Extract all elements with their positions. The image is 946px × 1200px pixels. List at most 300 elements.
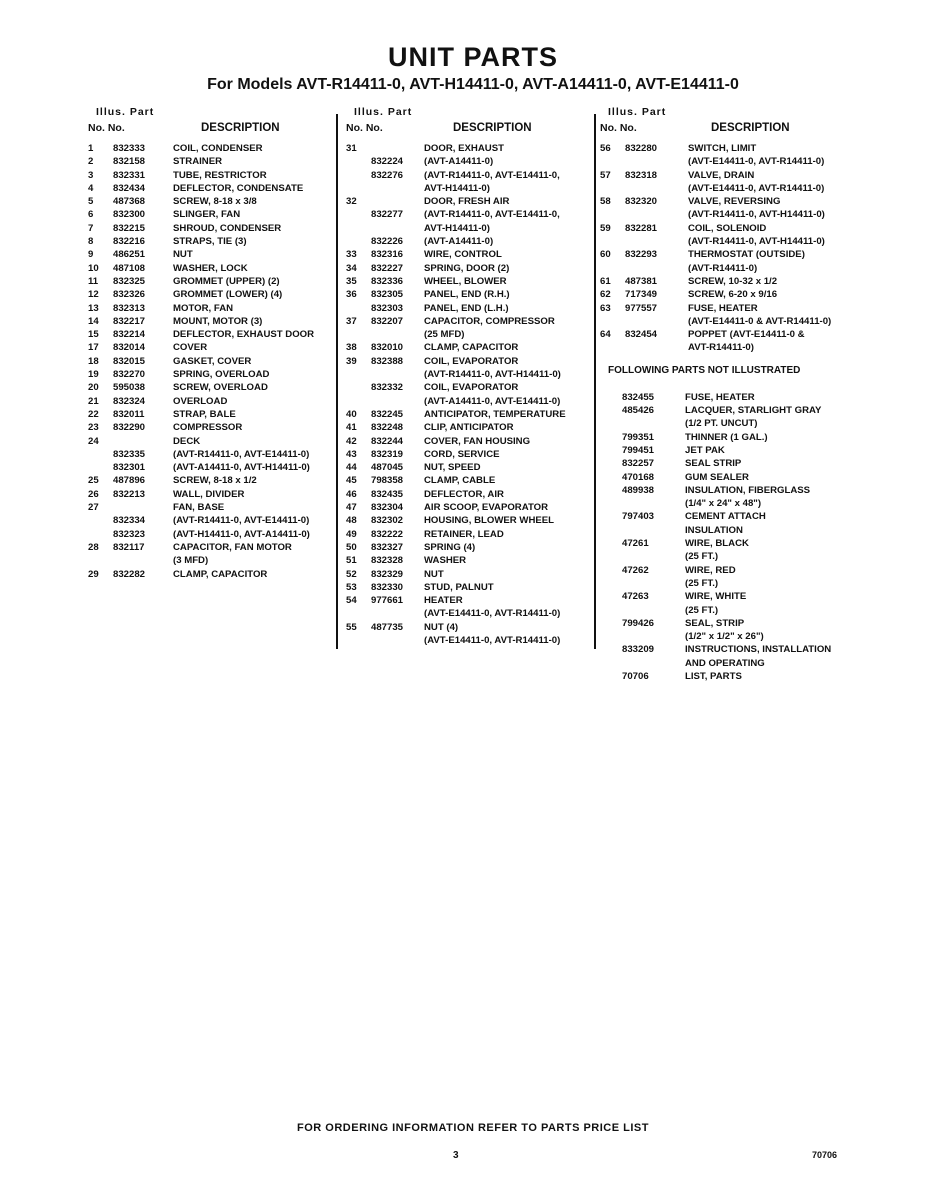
part-row bbox=[346, 275, 591, 288]
part-row bbox=[88, 262, 338, 275]
part-description: (25 FT.) bbox=[685, 604, 719, 616]
illus-number: 25 bbox=[88, 475, 99, 487]
part-description: DECK bbox=[173, 435, 201, 447]
part-description: COMPRESSOR bbox=[173, 422, 243, 434]
illus-number: 2 bbox=[88, 156, 94, 168]
part-row bbox=[346, 142, 591, 155]
part-row bbox=[346, 514, 591, 527]
part-row bbox=[600, 169, 862, 182]
parts-column-2 bbox=[346, 106, 591, 647]
models-subtitle: For Models AVT-R14411-0, AVT-H14411-0, AVT-A14411-0, AVT-E14411-0 bbox=[207, 76, 739, 93]
part-row bbox=[88, 208, 338, 221]
part-description: (AVT-R14411-0, AVT-E14411-0, bbox=[424, 209, 560, 221]
illus-number: 50 bbox=[346, 541, 357, 553]
part-description: (AVT-A14411-0) bbox=[424, 236, 494, 248]
illus-number: 48 bbox=[346, 515, 357, 527]
part-row bbox=[346, 248, 591, 261]
part-row bbox=[600, 182, 862, 195]
part-row bbox=[88, 474, 338, 487]
part-number: 832277 bbox=[371, 209, 404, 221]
part-row bbox=[600, 262, 862, 275]
illus-number: 61 bbox=[600, 275, 611, 287]
part-description: DOOR, FRESH AIR bbox=[424, 196, 510, 208]
part-description: STRAPS, TIE (3) bbox=[173, 236, 247, 248]
part-row bbox=[88, 302, 338, 315]
description-label: DESCRIPTION bbox=[453, 122, 532, 134]
part-number: 470168 bbox=[622, 471, 655, 483]
column-header bbox=[88, 106, 338, 142]
not-illustrated-row bbox=[600, 670, 862, 683]
part-description: (AVT-E14411-0, AVT-R14411-0) bbox=[424, 608, 561, 620]
part-row bbox=[346, 368, 591, 381]
part-row bbox=[88, 421, 338, 434]
illus-number: 1 bbox=[88, 143, 94, 154]
illus-number: 26 bbox=[88, 488, 99, 500]
illus-number: 19 bbox=[88, 369, 99, 381]
illus-number: 37 bbox=[346, 315, 357, 327]
part-description: (25 FT.) bbox=[685, 577, 719, 589]
illus-number: 14 bbox=[88, 315, 99, 327]
part-number: 70706 bbox=[622, 670, 649, 682]
part-number: 832323 bbox=[113, 528, 146, 540]
part-number: 832207 bbox=[371, 315, 404, 327]
part-description: INSULATION bbox=[685, 524, 743, 536]
part-row bbox=[88, 368, 338, 381]
part-description: (AVT-E14411-0, AVT-R14411-0) bbox=[688, 156, 825, 168]
not-illustrated-heading: FOLLOWING PARTS NOT ILLUSTRATED bbox=[608, 364, 801, 376]
not-illustrated-row bbox=[600, 510, 862, 523]
part-description: CLAMP, CAPACITOR bbox=[173, 568, 268, 580]
illus-number: 8 bbox=[88, 236, 94, 248]
part-number: 832435 bbox=[371, 488, 404, 500]
part-description: AIR SCOOP, EVAPORATOR bbox=[424, 502, 549, 514]
not-illustrated-list bbox=[600, 391, 862, 684]
part-description: SPRING (4) bbox=[424, 541, 476, 553]
part-description: OVERLOAD bbox=[173, 395, 228, 407]
part-number: 47262 bbox=[622, 564, 649, 576]
part-description: (AVT-R14411-0, AVT-E14411-0) bbox=[173, 448, 310, 460]
part-row bbox=[346, 395, 591, 408]
illus-number: 6 bbox=[88, 209, 94, 221]
part-row bbox=[88, 155, 338, 168]
illus-number: 51 bbox=[346, 555, 357, 567]
not-illustrated-row bbox=[600, 630, 862, 643]
part-row bbox=[88, 248, 338, 261]
part-number: 832320 bbox=[625, 196, 658, 208]
part-number: 832318 bbox=[625, 169, 658, 181]
illus-number: 31 bbox=[346, 143, 357, 154]
part-number: 832388 bbox=[371, 355, 404, 367]
part-description: PANEL, END (R.H.) bbox=[424, 289, 510, 301]
illus-number: 15 bbox=[88, 329, 99, 341]
part-description: HEATER bbox=[424, 595, 463, 607]
part-number: 832282 bbox=[113, 568, 146, 580]
part-description: CLAMP, CAPACITOR bbox=[424, 342, 519, 354]
column-header bbox=[346, 106, 591, 142]
part-description: CLAMP, CABLE bbox=[424, 475, 496, 487]
part-description: DEFLECTOR, CONDENSATE bbox=[173, 182, 304, 194]
part-description: (AVT-R14411-0, AVT-H14411-0) bbox=[424, 369, 561, 381]
part-description: AVT-H14411-0) bbox=[424, 182, 490, 194]
part-number: 832270 bbox=[113, 369, 146, 381]
part-description: COVER bbox=[173, 342, 208, 354]
part-row bbox=[88, 222, 338, 235]
part-description: GASKET, COVER bbox=[173, 355, 252, 367]
part-number: 487108 bbox=[113, 262, 146, 274]
part-description: NUT bbox=[424, 568, 444, 580]
part-description: NUT (4) bbox=[424, 621, 459, 633]
part-number: 832454 bbox=[625, 329, 658, 341]
part-description: CLIP, ANTICIPATOR bbox=[424, 422, 514, 434]
part-description: MOTOR, FAN bbox=[173, 302, 234, 314]
part-description: WASHER bbox=[424, 555, 467, 567]
part-description: SHROUD, CONDENSER bbox=[173, 222, 282, 234]
part-row bbox=[346, 182, 591, 195]
illus-number: 38 bbox=[346, 342, 357, 354]
illus-number: 9 bbox=[88, 249, 94, 261]
illus-number: 36 bbox=[346, 289, 357, 301]
illus-number: 44 bbox=[346, 462, 357, 474]
part-number: 832276 bbox=[371, 169, 404, 181]
not-illustrated-row bbox=[600, 537, 862, 550]
not-illustrated-row bbox=[600, 457, 862, 470]
page-number: 3 bbox=[453, 1150, 459, 1161]
not-illustrated-row bbox=[600, 497, 862, 510]
part-row bbox=[346, 208, 591, 221]
part-row bbox=[346, 435, 591, 448]
parts-rows bbox=[88, 142, 338, 581]
part-row bbox=[88, 435, 338, 448]
part-description: THINNER (1 GAL.) bbox=[685, 431, 768, 443]
not-illustrated-row bbox=[600, 643, 862, 656]
not-illustrated-row bbox=[600, 564, 862, 577]
part-description: GUM SEALER bbox=[685, 471, 749, 483]
part-description: (AVT-R14411-0, AVT-E14411-0) bbox=[173, 515, 310, 527]
part-row bbox=[88, 488, 338, 501]
part-description: (AVT-E14411-0, AVT-R14411-0) bbox=[424, 634, 561, 646]
part-row bbox=[346, 341, 591, 354]
part-number: 485426 bbox=[622, 405, 655, 417]
part-number: 977557 bbox=[625, 302, 658, 314]
part-description: (AVT-E14411-0 & AVT-R14411-0) bbox=[688, 315, 832, 327]
part-description: STUD, PALNUT bbox=[424, 581, 494, 593]
part-description: SEAL STRIP bbox=[685, 458, 742, 470]
part-description: VALVE, DRAIN bbox=[688, 169, 755, 181]
part-description: SCREW, 10-32 x 1/2 bbox=[688, 275, 778, 287]
part-description: WHEEL, BLOWER bbox=[424, 275, 507, 287]
part-description: AVT-H14411-0) bbox=[424, 222, 490, 234]
part-row bbox=[88, 328, 338, 341]
part-description: AVT-R14411-0) bbox=[688, 342, 754, 354]
illus-number: 52 bbox=[346, 568, 357, 580]
part-number: 832290 bbox=[113, 422, 146, 434]
part-number: 797403 bbox=[622, 511, 655, 523]
part-row bbox=[346, 607, 591, 620]
part-number: 832213 bbox=[113, 488, 146, 500]
part-description: STRAINER bbox=[173, 156, 223, 168]
column-header bbox=[600, 106, 862, 142]
part-row bbox=[600, 235, 862, 248]
part-number: 832330 bbox=[371, 581, 404, 593]
part-description: THERMOSTAT (OUTSIDE) bbox=[688, 249, 805, 261]
part-description: (1/2" x 1/2" x 26") bbox=[685, 631, 764, 643]
part-row bbox=[600, 222, 862, 235]
part-number: 832313 bbox=[113, 302, 146, 314]
part-description: NUT, SPEED bbox=[424, 462, 481, 474]
part-number: 832333 bbox=[113, 143, 146, 154]
part-row bbox=[88, 195, 338, 208]
part-description: INSTRUCTIONS, INSTALLATION bbox=[685, 644, 832, 656]
part-number: 977661 bbox=[371, 595, 404, 607]
part-number: 832327 bbox=[371, 541, 404, 553]
part-description: INSULATION, FIBERGLASS bbox=[685, 484, 811, 496]
not-illustrated-row bbox=[600, 484, 862, 497]
part-row bbox=[346, 554, 591, 567]
part-row bbox=[88, 448, 338, 461]
part-number: 832015 bbox=[113, 355, 146, 367]
part-description: SCREW, 8-18 x 1/2 bbox=[173, 475, 257, 487]
part-description: COIL, EVAPORATOR bbox=[424, 382, 519, 394]
illus-number: 46 bbox=[346, 488, 357, 500]
part-row bbox=[346, 421, 591, 434]
part-description: CORD, SERVICE bbox=[424, 448, 500, 460]
illus-number: 27 bbox=[88, 502, 99, 514]
part-description: RETAINER, LEAD bbox=[424, 528, 504, 540]
part-description: HOUSING, BLOWER WHEEL bbox=[424, 515, 555, 527]
part-number: 832215 bbox=[113, 222, 146, 234]
part-description: LIST, PARTS bbox=[685, 670, 742, 682]
part-row bbox=[600, 328, 862, 341]
part-row bbox=[600, 341, 862, 354]
part-row bbox=[346, 488, 591, 501]
part-number: 832300 bbox=[113, 209, 146, 221]
part-number: 832010 bbox=[371, 342, 404, 354]
part-row bbox=[600, 275, 862, 288]
part-description: CAPACITOR, FAN MOTOR bbox=[173, 541, 292, 553]
part-description: (25 MFD) bbox=[424, 329, 465, 341]
description-label: DESCRIPTION bbox=[711, 122, 790, 134]
not-illustrated-row bbox=[600, 590, 862, 603]
not-illustrated-row bbox=[600, 524, 862, 537]
part-description: (AVT-A14411-0, AVT-H14411-0) bbox=[173, 462, 310, 474]
document-number: 70706 bbox=[812, 1150, 838, 1160]
part-number: 832216 bbox=[113, 236, 146, 248]
part-number: 832011 bbox=[113, 408, 145, 420]
part-row bbox=[346, 594, 591, 607]
part-number: 487896 bbox=[113, 475, 146, 487]
illus-number: 56 bbox=[600, 143, 611, 154]
part-row bbox=[88, 541, 338, 554]
part-row bbox=[88, 341, 338, 354]
part-number: 832455 bbox=[622, 391, 655, 403]
illus-number: 32 bbox=[346, 196, 357, 208]
part-row bbox=[88, 395, 338, 408]
part-number: 799426 bbox=[622, 617, 655, 629]
part-number: 832293 bbox=[625, 249, 658, 261]
part-description: SPRING, OVERLOAD bbox=[173, 369, 270, 381]
part-row bbox=[346, 461, 591, 474]
part-row bbox=[346, 474, 591, 487]
part-number: 489938 bbox=[622, 484, 655, 496]
part-description: CEMENT ATTACH bbox=[685, 511, 766, 523]
illus-number: 57 bbox=[600, 169, 611, 181]
part-row bbox=[88, 355, 338, 368]
part-row bbox=[346, 621, 591, 634]
part-number: 832335 bbox=[113, 448, 146, 460]
part-description: WIRE, BLACK bbox=[685, 538, 749, 550]
part-row bbox=[600, 155, 862, 168]
part-number: 832324 bbox=[113, 395, 146, 407]
part-row bbox=[88, 568, 338, 581]
no-no-label: No. No. bbox=[600, 122, 637, 134]
part-row bbox=[346, 381, 591, 394]
part-description: DEFLECTOR, EXHAUST DOOR bbox=[173, 329, 315, 341]
part-number: 832434 bbox=[113, 182, 146, 194]
part-description: (1/4" x 24" x 48") bbox=[685, 498, 762, 510]
part-row bbox=[346, 222, 591, 235]
part-row bbox=[88, 182, 338, 195]
part-row bbox=[88, 275, 338, 288]
part-description: POPPET (AVT-E14411-0 & bbox=[688, 329, 805, 341]
part-number: 832224 bbox=[371, 156, 404, 168]
part-row bbox=[346, 315, 591, 328]
illus-number: 54 bbox=[346, 595, 357, 607]
part-row bbox=[346, 262, 591, 275]
part-description: SCREW, 6-20 x 9/16 bbox=[688, 289, 778, 301]
part-row bbox=[88, 461, 338, 474]
illus-number: 4 bbox=[88, 182, 94, 194]
part-description: WIRE, CONTROL bbox=[424, 249, 502, 261]
part-description: FAN, BASE bbox=[173, 502, 225, 514]
part-row bbox=[346, 448, 591, 461]
part-number: 832280 bbox=[625, 143, 658, 154]
part-row bbox=[600, 208, 862, 221]
part-description: VALVE, REVERSING bbox=[688, 196, 781, 208]
part-description: (AVT-R14411-0, AVT-E14411-0, bbox=[424, 169, 560, 181]
part-row bbox=[88, 235, 338, 248]
description-label: DESCRIPTION bbox=[201, 122, 280, 134]
illus-number: 33 bbox=[346, 249, 357, 261]
part-row bbox=[600, 195, 862, 208]
no-no-label: No. No. bbox=[346, 122, 383, 134]
part-description: (3 MFD) bbox=[173, 555, 209, 567]
part-number: 798358 bbox=[371, 475, 404, 487]
part-number: 832302 bbox=[371, 515, 404, 527]
part-row bbox=[346, 169, 591, 182]
illus-number: 40 bbox=[346, 408, 357, 420]
part-row bbox=[88, 554, 338, 567]
illus-number: 23 bbox=[88, 422, 99, 434]
part-description: (AVT-A14411-0, AVT-E14411-0) bbox=[424, 395, 561, 407]
illus-part-label: Illus. Part bbox=[354, 106, 413, 118]
not-illustrated-row bbox=[600, 604, 862, 617]
part-number: 487381 bbox=[625, 275, 658, 287]
no-no-label: No. No. bbox=[88, 122, 125, 134]
part-row bbox=[88, 288, 338, 301]
illus-number: 49 bbox=[346, 528, 357, 540]
part-description: SLINGER, FAN bbox=[173, 209, 241, 221]
part-row bbox=[346, 568, 591, 581]
part-row bbox=[600, 302, 862, 315]
part-description: PANEL, END (L.H.) bbox=[424, 302, 509, 314]
part-description: COIL, SOLENOID bbox=[688, 222, 767, 234]
part-description: MOUNT, MOTOR (3) bbox=[173, 315, 263, 327]
not-illustrated-row bbox=[600, 444, 862, 457]
illus-number: 12 bbox=[88, 289, 99, 301]
part-row bbox=[600, 315, 862, 328]
not-illustrated-row bbox=[600, 417, 862, 430]
part-description: SCREW, 8-18 x 3/8 bbox=[173, 196, 257, 208]
part-description: SPRING, DOOR (2) bbox=[424, 262, 510, 274]
illus-number: 29 bbox=[88, 568, 99, 580]
illus-number: 24 bbox=[88, 435, 99, 447]
part-number: 487735 bbox=[371, 621, 404, 633]
part-description: (25 FT.) bbox=[685, 551, 719, 563]
part-description: WASHER, LOCK bbox=[173, 262, 248, 274]
part-description: DEFLECTOR, AIR bbox=[424, 488, 504, 500]
part-description: ANTICIPATOR, TEMPERATURE bbox=[424, 408, 566, 420]
part-description: (AVT-A14411-0) bbox=[424, 156, 494, 168]
illus-number: 20 bbox=[88, 382, 99, 394]
part-number: 832331 bbox=[113, 169, 146, 181]
part-number: 832244 bbox=[371, 435, 404, 447]
part-row bbox=[88, 408, 338, 421]
part-row bbox=[346, 288, 591, 301]
part-number: 832014 bbox=[113, 342, 146, 354]
illus-number: 7 bbox=[88, 222, 94, 234]
not-illustrated-row bbox=[600, 471, 862, 484]
part-row bbox=[600, 288, 862, 301]
part-number: 487045 bbox=[371, 462, 404, 474]
illus-number: 59 bbox=[600, 222, 611, 234]
part-row bbox=[346, 501, 591, 514]
illus-number: 13 bbox=[88, 302, 99, 314]
part-number: 595038 bbox=[113, 382, 146, 394]
part-description: SEAL, STRIP bbox=[685, 617, 745, 629]
part-description: WALL, DIVIDER bbox=[173, 488, 245, 500]
illus-number: 22 bbox=[88, 408, 99, 420]
illus-number: 53 bbox=[346, 581, 357, 593]
part-description: AND OPERATING bbox=[685, 657, 765, 669]
illus-part-label: Illus. Part bbox=[608, 106, 667, 118]
part-number: 832248 bbox=[371, 422, 404, 434]
part-description: (AVT-H14411-0, AVT-A14411-0) bbox=[173, 528, 310, 540]
part-row bbox=[88, 514, 338, 527]
illus-number: 10 bbox=[88, 262, 99, 274]
parts-column-1 bbox=[88, 106, 338, 581]
part-number: 832301 bbox=[113, 462, 146, 474]
illus-number: 58 bbox=[600, 196, 611, 208]
part-description: WIRE, RED bbox=[685, 564, 736, 576]
illus-number: 63 bbox=[600, 302, 611, 314]
part-number: 832158 bbox=[113, 156, 146, 168]
illus-number: 42 bbox=[346, 435, 357, 447]
part-number: 832245 bbox=[371, 408, 404, 420]
part-description: COIL, CONDENSER bbox=[173, 143, 263, 154]
part-row bbox=[346, 581, 591, 594]
not-illustrated-row bbox=[600, 431, 862, 444]
part-row bbox=[88, 315, 338, 328]
part-number: 832226 bbox=[371, 236, 404, 248]
part-number: 832214 bbox=[113, 329, 146, 341]
illus-number: 60 bbox=[600, 249, 611, 261]
illus-part-label: Illus. Part bbox=[96, 106, 155, 118]
part-row bbox=[346, 195, 591, 208]
part-row bbox=[88, 381, 338, 394]
part-number: 832304 bbox=[371, 502, 404, 514]
part-row bbox=[346, 528, 591, 541]
part-row bbox=[88, 528, 338, 541]
